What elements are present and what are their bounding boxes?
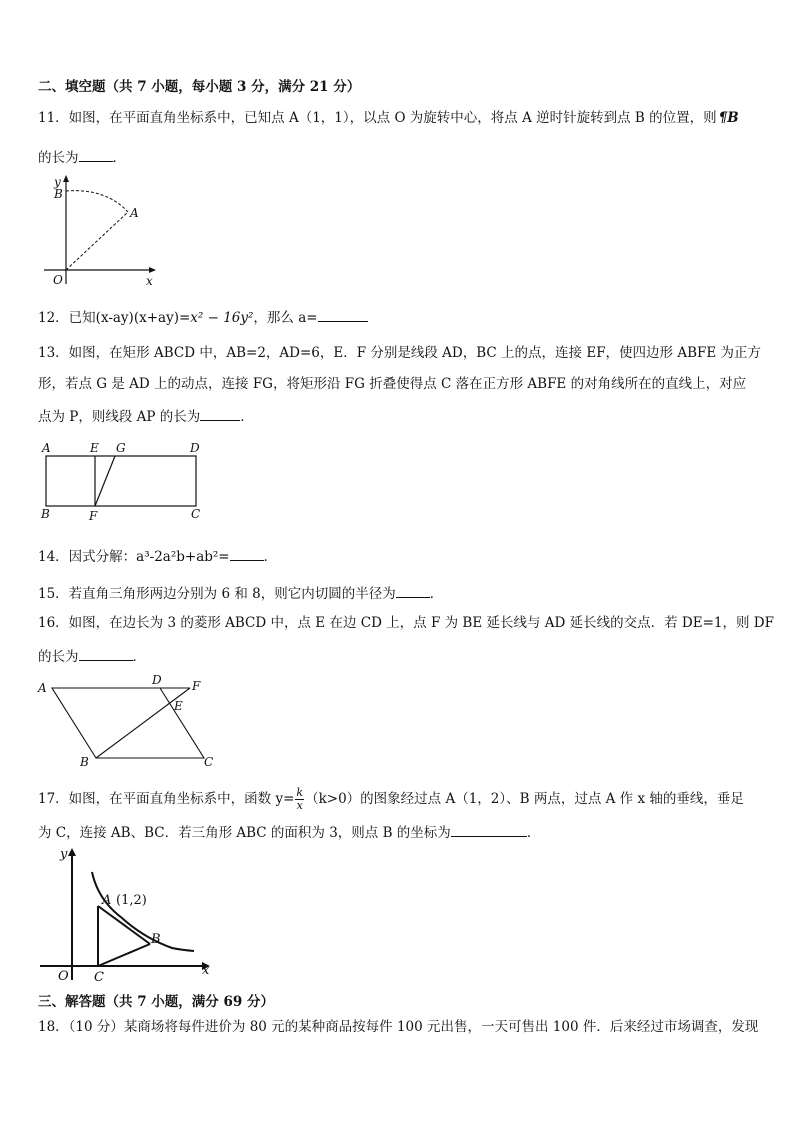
question-13-line-2: 形，若点 G 是 AD 上的动点，连接 FG，将矩形沿 FG 折叠使得点 C 落在正方形 ABFE 的对角线所在的直线上，对应: [38, 376, 747, 392]
arc-symbol: ¶B: [718, 110, 739, 126]
fraction-numerator: k: [296, 786, 304, 799]
label-a: A: [130, 206, 139, 220]
question-17-line-1: [38, 787, 744, 812]
period: ．: [112, 150, 126, 166]
figure-13-rectangle: [36, 440, 208, 524]
question-17-text-a: 17．如图，在平面直角坐标系中，函数 y=: [38, 791, 295, 807]
question-16-line-2: [38, 646, 146, 666]
question-12: [38, 307, 368, 327]
label-d: D: [152, 674, 162, 687]
answer-blank-13: [200, 406, 240, 421]
segment-ab: [98, 906, 150, 944]
answer-blank-11: [79, 147, 113, 162]
question-17-line-2: [38, 822, 540, 842]
segment-oa: [66, 212, 128, 270]
period: ．: [132, 649, 146, 665]
period: ．: [526, 825, 541, 841]
answer-blank-12: [318, 307, 368, 322]
figure-16-rhombus: [34, 674, 224, 770]
question-11-line-2: [38, 147, 126, 167]
question-12-suffix: ，那么 a=: [253, 310, 318, 326]
rectangle-abcd: [46, 456, 196, 506]
x-axis-arrow: [149, 267, 156, 273]
section-title-solutions: 三、解答题（共 7 小题，满分 69 分）: [38, 994, 274, 1010]
label-f: F: [192, 679, 201, 693]
question-11-text: 11．如图，在平面直角坐标系中，已知点 A（1，1），以点 O 为旋转中心，将点 A 逆时针旋转到点 B 的位置，则: [38, 110, 717, 126]
section-title-fill-blank: 二、填空题（共 7 小题，每小题 3 分，满分 21 分）: [38, 79, 361, 95]
label-b: B: [54, 187, 63, 201]
figure-11-rotation: [36, 172, 166, 290]
period: ．: [429, 586, 444, 602]
label-e: E: [174, 699, 183, 713]
label-b: B: [80, 755, 89, 769]
label-e: E: [90, 441, 99, 455]
question-13-line-3: [38, 406, 254, 426]
label-a: A: [42, 441, 51, 455]
fraction-k-over-x: [295, 787, 304, 812]
question-12-prefix: 12．已知(x-ay)(x+ay)=: [38, 310, 191, 326]
question-17-text-b: （k>0）的图象经过点 A（1，2）、B 两点，过点 A 作 x 轴的垂线，垂足: [305, 791, 744, 807]
question-16-line-1: 16．如图，在边长为 3 的菱形 ABCD 中，点 E 在边 CD 上，点 F 为 BE 延长线与 AD 延长线的交点．若 DE=1，则 DF: [38, 615, 774, 631]
figure-17-hyperbola: [36, 844, 220, 984]
question-14-text: 14．因式分解：a³-2a²b+ab²=: [38, 549, 230, 565]
fraction-denominator: x: [296, 799, 303, 812]
question-18: 18．（10 分）某商场将每件进价为 80 元的某种商品按每件 100 元出售，一天可售出 100 件．后来经过市场调查，发现: [38, 1019, 759, 1035]
label-y: y: [60, 847, 68, 862]
period: ．: [263, 549, 278, 565]
label-d: D: [190, 441, 200, 455]
question-13-line-1: 13．如图，在矩形 ABCD 中，AB=2，AD=6，E．F 分别是线段 AD，BC 上的点，连接 EF，使四边形 ABFE 为正方: [38, 345, 762, 361]
label-c: C: [204, 755, 214, 769]
question-11-line-1: [38, 109, 739, 127]
label-x: x: [202, 963, 210, 978]
label-f: F: [89, 509, 98, 523]
question-13-text-3: 点为 P，则线段 AP 的长为: [38, 409, 201, 425]
label-b: B: [41, 507, 50, 521]
answer-blank-17: [451, 822, 527, 837]
question-11-text-2: 的长为: [38, 150, 79, 166]
label-a: A: [102, 893, 112, 908]
label-o: O: [58, 969, 69, 984]
label-b: B: [151, 932, 161, 947]
answer-blank-16: [79, 646, 133, 661]
question-15-text: 15．若直角三角形两边分别为 6 和 8，则它内切圆的半径为: [38, 586, 396, 602]
question-14: [38, 546, 277, 566]
label-c: C: [191, 507, 201, 521]
segment-bc: [98, 944, 150, 966]
label-a-coord: (1,2): [116, 893, 147, 908]
answer-blank-14: [230, 546, 264, 561]
question-12-expr: x² − 16y²: [190, 310, 254, 326]
question-15: [38, 583, 443, 603]
answer-blank-15: [396, 583, 430, 598]
label-g: G: [116, 441, 126, 455]
question-17-text-2: 为 C，连接 AB、BC．若三角形 ABC 的面积为 3，则点 B 的坐标为: [38, 825, 451, 841]
label-o: O: [53, 273, 63, 287]
label-y: y: [54, 175, 61, 189]
period: ．: [240, 409, 254, 425]
label-c: C: [94, 970, 104, 984]
question-16-text-2: 的长为: [38, 649, 79, 665]
y-axis-arrow: [63, 175, 69, 182]
label-x: x: [146, 274, 153, 288]
segment-fg: [95, 456, 115, 506]
label-a: A: [38, 681, 47, 695]
y-axis-arrow: [68, 848, 76, 856]
arc-ab: [66, 191, 128, 212]
